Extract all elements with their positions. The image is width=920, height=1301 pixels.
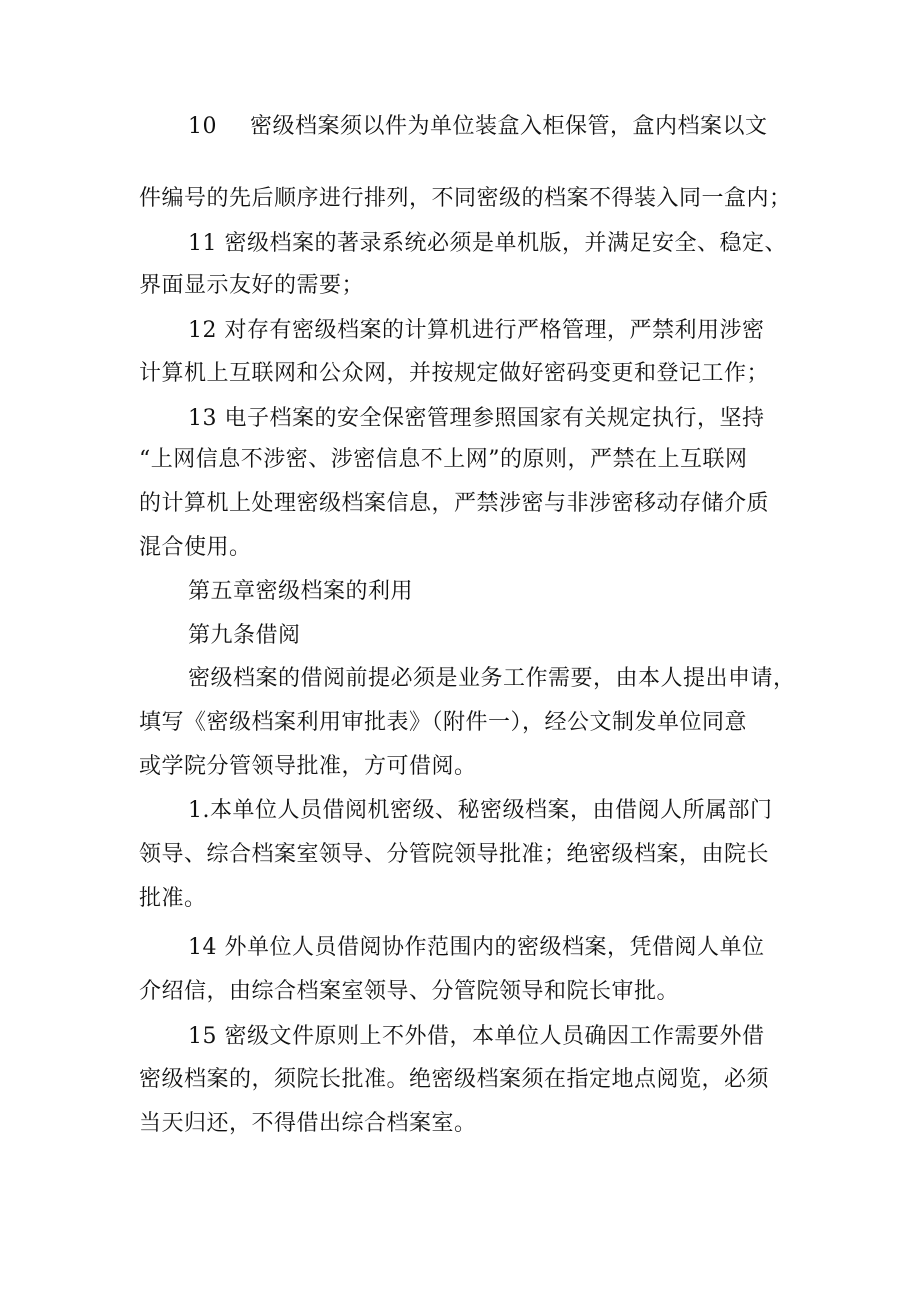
chapter-heading: 第五章密级档案的利用: [188, 579, 414, 604]
text-line-1: 10 密级档案须以件为单位装盒入柜保管，盒内档案以文: [188, 112, 768, 142]
text-line-6: 计算机上互联网和公众网，并按规定做好密码变更和登记工作；: [139, 361, 770, 386]
text-line-18: 批准。: [139, 886, 207, 911]
text-line-20: 介绍信，由综合档案室领导、分管院领导和院长审批。: [139, 979, 680, 1004]
text-line-16: 1.本单位人员借阅机密级、秘密级档案，由借阅人所属部门: [188, 798, 773, 823]
text-line-15: 或学院分管领导批准，方可借阅。: [139, 754, 477, 779]
text-line-14: 填写《密级档案利用审批表》（附件一），经公文制发单位同意: [139, 710, 748, 735]
item-number: 10: [188, 114, 217, 139]
text-line-3: 11 密级档案的著录系统必须是单机版，并满足安全、稳定、: [188, 231, 787, 256]
text-line-8: “上网信息不涉密、涉密信息不上网”的原则，严禁在上互联网: [139, 447, 748, 472]
text-line-23: 当天归还，不得借出综合档案室。: [139, 1111, 477, 1136]
text-line-13: 密级档案的借阅前提必须是业务工作需要，由本人提出申请，: [188, 666, 796, 691]
text-line-22: 密级档案的，须院长批准。绝密级档案须在指定地点阅览，必须: [139, 1067, 770, 1092]
text-line-17: 领导、综合档案室领导、分管院领导批准；绝密级档案，由院长: [139, 842, 770, 867]
text-line-19: 14 外单位人员借阅协作范围内的密级档案，凭借阅人单位: [188, 935, 765, 960]
text-line-2: 件编号的先后顺序进行排列，不同密级的档案不得装入同一盒内；: [139, 186, 792, 211]
text-line-5: 12 对存有密级档案的计算机进行严格管理，严禁利用涉密: [188, 318, 765, 343]
text-line-4: 界面显示友好的需要；: [139, 273, 365, 298]
text-line-21: 15 密级文件原则上不外借，本单位人员确因工作需要外借: [188, 1024, 765, 1049]
article-heading: 第九条借阅: [188, 623, 301, 648]
text-line-9: 的计算机上处理密级档案信息，严禁涉密与非涉密移动存储介质: [139, 491, 770, 516]
text-line-10: 混合使用。: [139, 535, 252, 560]
text-line-7: 13 电子档案的安全保密管理参照国家有关规定执行，坚持: [188, 406, 765, 431]
